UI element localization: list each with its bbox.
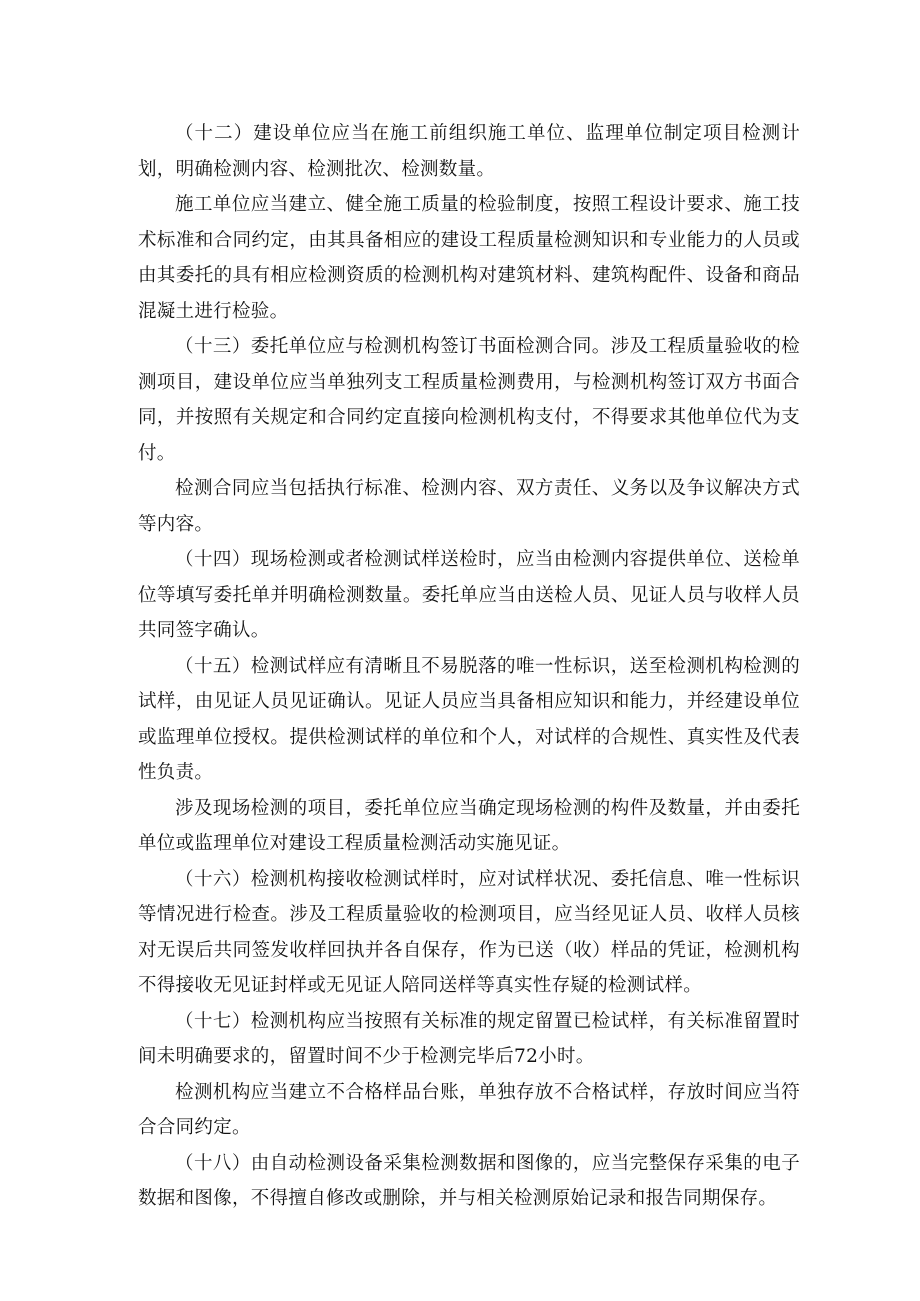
paragraph-contract-content: 检测合同应当包括执行标准、检测内容、双方责任、义务以及争议解决方式等内容。: [138, 478, 800, 535]
paragraph-nonconforming-samples: 检测机构应当建立不合格样品台账，单独存放不合格试样，存放时间应当符合合同约定。: [138, 1081, 800, 1138]
paragraph-17: （十七）检测机构应当按照有关标准的规定留置已检试样，有关标准留置时间未明确要求的，留置时间不少于检测完毕后72小时。: [138, 1010, 800, 1067]
paragraph-12: （十二）建设单位应当在施工前组织施工单位、监理单位制定项目检测计划，明确检测内容、检测批次、检测数量。: [138, 123, 800, 180]
paragraph-16: （十六）检测机构接收检测试样时，应对试样状况、委托信息、唯一性标识等情况进行检查。涉及工程质量验收的检测项目，应当经见证人员、收样人员核对无误后共同签发收样回执并各自保存，作为已送（收）样品的凭证，检测机构不得接收无见证封样或无见证人陪同送样等真实性存疑的检测试样。: [138, 868, 800, 996]
paragraph-construction-inspection: 施工单位应当建立、健全施工质量的检验制度，按照工程设计要求、施工技术标准和合同约定，由其具备相应的建设工程质量检测知识和专业能力的人员或由其委托的具有相应检测资质的检测机构对建筑材料、建筑构配件、设备和商品混凝土进行检验。: [138, 194, 800, 322]
paragraph-onsite-testing: 涉及现场检测的项目，委托单位应当确定现场检测的构件及数量，并由委托单位或监理单位对建设工程质量检测活动实施见证。: [138, 797, 800, 854]
paragraph-13: （十三）委托单位应与检测机构签订书面检测合同。涉及工程质量验收的检测项目，建设单位应当单独列支工程质量检测费用，与检测机构签订双方书面合同，并按照有关规定和合同约定直接向检测机构支付，不得要求其他单位代为支付。: [138, 336, 800, 464]
paragraph-14: （十四）现场检测或者检测试样送检时，应当由检测内容提供单位、送检单位等填写委托单并明确检测数量。委托单应当由送检人员、见证人员与收样人员共同签字确认。: [138, 549, 800, 641]
paragraph-18: （十八）由自动检测设备采集检测数据和图像的，应当完整保存采集的电子数据和图像，不得擅自修改或删除，并与相关检测原始记录和报告同期保存。: [138, 1152, 800, 1209]
paragraph-15: （十五）检测试样应有清晰且不易脱落的唯一性标识，送至检测机构检测的试样，由见证人员见证确认。见证人员应当具备相应知识和能力，并经建设单位或监理单位授权。提供检测试样的单位和个人，对试样的合规性、真实性及代表性负责。: [138, 655, 800, 783]
